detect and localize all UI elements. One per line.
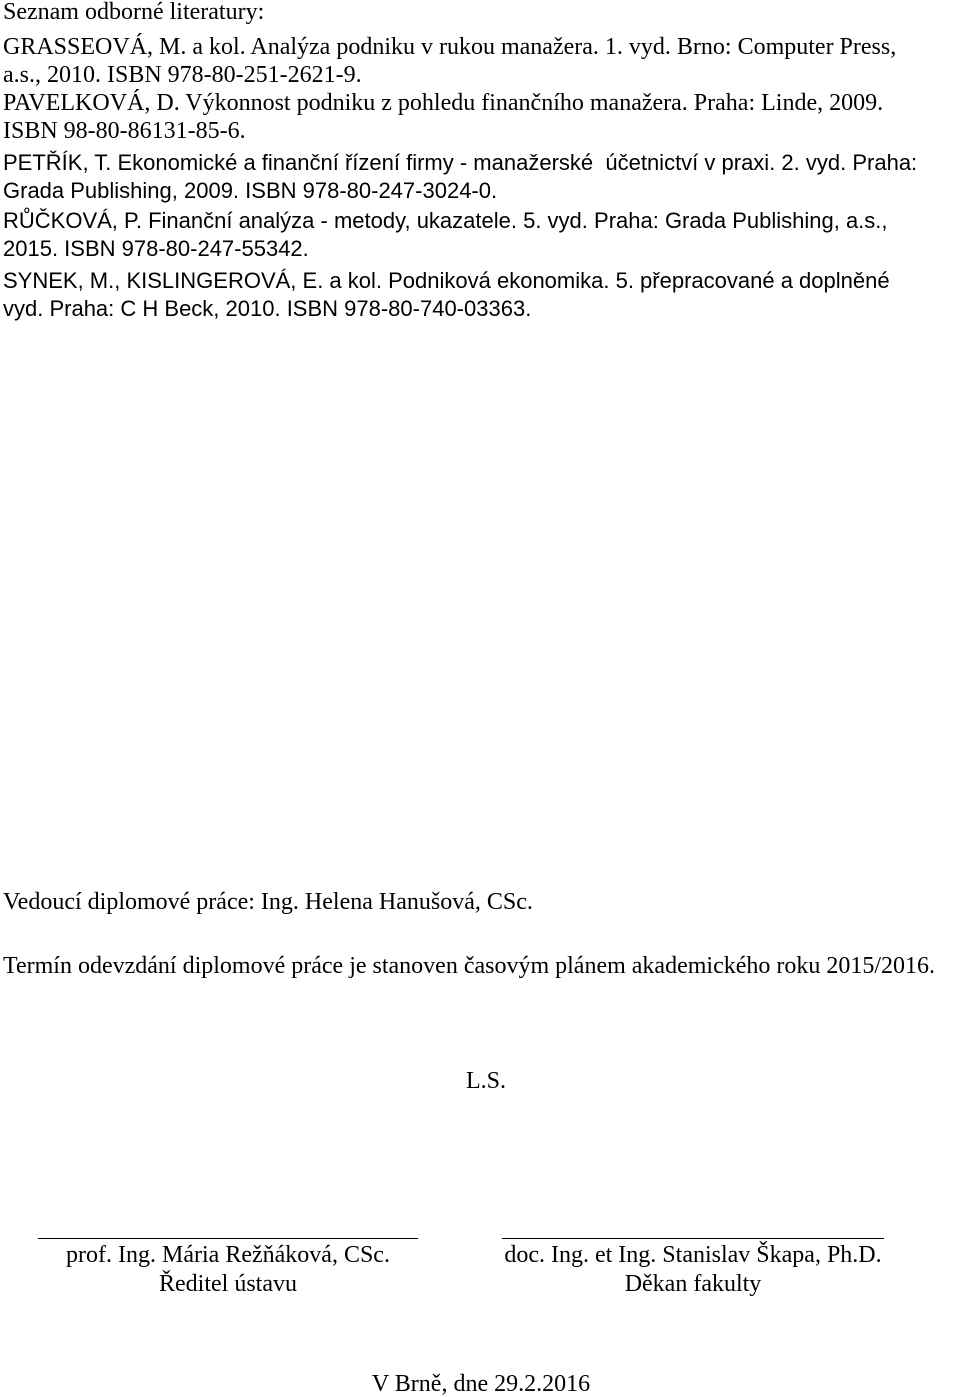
bibliography-entry-pavelkova-line-1: PAVELKOVÁ, D. Výkonnost podniku z pohledu finančního manažera. Praha: Linde, 2009.: [3, 90, 884, 116]
bibliography-entry-synek-line-1: SYNEK, M., KISLINGEROVÁ, E. a kol. Podniková ekonomika. 5. přepracované a doplněné: [3, 268, 890, 293]
bibliography-entry-ruckova-line-1: RŮČKOVÁ, P. Finanční analýza - metody, ukazatele. 5. vyd. Praha: Grada Publishing, a.s.,: [3, 208, 888, 233]
bibliography-entry-petrik-line-2: Grada Publishing, 2009. ISBN 978-80-247-3024-0.: [3, 178, 498, 203]
signature-line-right: [502, 1238, 884, 1239]
bibliography-entry-grasseova-line-2: a.s., 2010. ISBN 978-80-251-2621-9.: [3, 62, 362, 88]
bibliography-entry-pavelkova-line-2: ISBN 98-80-86131-85-6.: [3, 118, 246, 144]
seal-mark: L.S.: [465, 1068, 506, 1094]
bibliography-entry-ruckova-line-2: 2015. ISBN 978-80-247-55342.: [3, 236, 309, 261]
submission-deadline: Termín odevzdání diplomové práce je stanoven časovým plánem akademického roku 2015/2016.: [3, 953, 936, 979]
signatory-name-director: prof. Ing. Mária Režňáková, CSc.: [66, 1242, 390, 1268]
signature-line-left: [38, 1238, 418, 1239]
signatory-role-dean: Děkan fakulty: [624, 1271, 762, 1297]
bibliography-entry-synek-line-2: vyd. Praha: C H Beck, 2010. ISBN 978-80-740-03363.: [3, 296, 532, 321]
place-and-date: V Brně, dne 29.2.2016: [371, 1371, 591, 1397]
signatory-role-director: Ředitel ústavu: [159, 1271, 297, 1297]
bibliography-entry-petrik-line-1: PETŘÍK, T. Ekonomické a finanční řízení firmy - manažerské účetnictví v praxi. 2. vyd. Praha:: [3, 150, 918, 175]
bibliography-entry-grasseova-line-1: GRASSEOVÁ, M. a kol. Analýza podniku v rukou manažera. 1. vyd. Brno: Computer Press,: [3, 34, 897, 60]
bibliography-heading: Seznam odborné literatury:: [3, 0, 265, 25]
thesis-supervisor: Vedoucí diplomové práce: Ing. Helena Hanušová, CSc.: [3, 889, 533, 915]
signatory-name-dean: doc. Ing. et Ing. Stanislav Škapa, Ph.D.: [504, 1242, 882, 1268]
